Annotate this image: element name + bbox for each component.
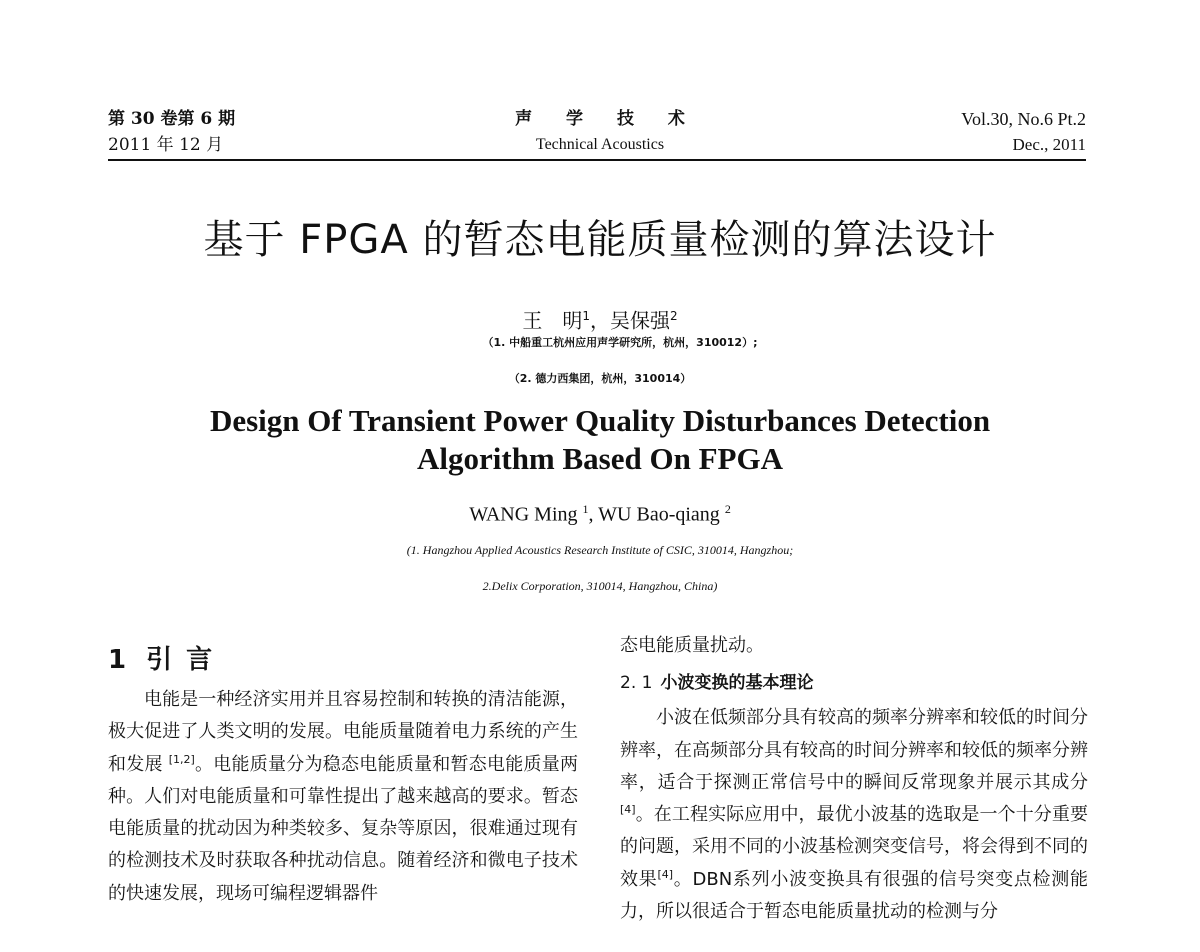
author-1-cn: 王 明	[522, 308, 583, 333]
subsection-heading-wavelet	[620, 668, 1088, 698]
subsection-number: 2. 1	[620, 673, 653, 694]
paper-title-en	[0, 402, 1200, 478]
author-separator: ，	[590, 308, 610, 333]
affiliation-2-en: 2.Delix Corporation, 310014, Hangzhou, China)	[482, 579, 718, 593]
journal-title-cn: 声 学 技 术	[515, 109, 699, 129]
author-en-separator: ,	[588, 503, 599, 526]
wavelet-text-part3: 。DBN系列小波变换具有很强的信号突变点检测能力，所以很适合于暂态电能质量扰动的检测与分	[620, 868, 1089, 923]
authors-en	[0, 496, 1200, 528]
wavelet-text-part1: 小波在低频部分具有较高的频率分辨率和较低的时间分辨率，在高频部分具有较高的时间分辨率和较低的频率分辨率，适合于探测正常信号中的瞬间反常现象并展示其成分	[620, 707, 1088, 793]
affiliation-1-cn: （1. 中船重工杭州应用声学研究所，杭州，310012）;	[482, 336, 758, 349]
intro-text-part2: 。电能质量分为稳态电能质量和暂态电能质量两种。人们对电能质量和可靠性提出了越来越高的要求。暂态电能质量的扰动因为种类较多、复杂等原因，很难通过现有的检测技术及时获取各种扰动信息。随着经济和微电子技术的快速发展，现场可编程逻辑器件	[108, 753, 578, 904]
author-1-en-affil-mark: 1	[582, 502, 589, 516]
journal-title	[450, 106, 750, 158]
authors-cn	[0, 302, 1200, 335]
paper-title-en-line2: Algorithm Based On FPGA	[417, 441, 783, 476]
author-1-en: WANG Ming	[469, 503, 583, 526]
author-1-affil-mark: 1	[582, 309, 590, 323]
publication-date-en: Dec., 2011	[1012, 135, 1086, 154]
wavelet-text-part2: 。在工程实际应用中，最优小波基的选取是一个十分重要的问题，采用不同的小波基检测突变信号，将会得到不同的效果	[620, 804, 1088, 890]
intro-paragraph	[108, 684, 578, 910]
author-2-en-affil-mark: 2	[724, 502, 731, 516]
subsection-title: 小波变换的基本理论	[660, 673, 814, 694]
paper-title-en-line1: Design Of Transient Power Quality Disturbances Detection	[209, 403, 991, 438]
section-title: 引言	[146, 645, 227, 675]
author-2-cn: 吴保强	[610, 308, 670, 333]
citation-4a: [4]	[620, 803, 636, 817]
header-rule	[108, 159, 1086, 161]
publication-date-cn: 2011 年 12 月	[108, 135, 224, 155]
journal-volume-en	[961, 106, 1086, 158]
paper-title-cn: 基于 FPGA 的暂态电能质量检测的算法设计	[203, 217, 997, 263]
volume-en-line: Vol.30, No.6 Pt.2	[961, 109, 1086, 129]
citation-1-2: [1,2]	[168, 752, 195, 766]
right-column	[620, 630, 1088, 928]
journal-volume-issue	[108, 106, 235, 158]
affiliation-1-en: (1. Hangzhou Applied Acoustics Research Institute of CSIC, 310014, Hangzhou;	[406, 543, 794, 557]
section-heading-introduction	[108, 640, 578, 680]
citation-4b: [4]	[657, 867, 674, 881]
author-2-affil-mark: 2	[670, 309, 678, 323]
wavelet-paragraph	[620, 702, 1088, 928]
section-number: 1	[108, 645, 129, 675]
journal-title-en: Technical Acoustics	[535, 136, 665, 153]
volume-issue-line: 第 30 卷第 6 期	[108, 109, 236, 129]
author-2-en: WU Bao-qiang	[598, 503, 725, 526]
intro-text-part1: 电能是一种经济实用并且容易控制和转换的清洁能源，极大促进了人类文明的发展。电能质量随着电力系统的产生和发展	[108, 689, 578, 775]
affiliation-2-cn: （2. 德力西集团，杭州，310014）	[508, 372, 692, 385]
left-column	[108, 640, 578, 910]
continued-paragraph: 态电能质量扰动。	[620, 635, 764, 656]
